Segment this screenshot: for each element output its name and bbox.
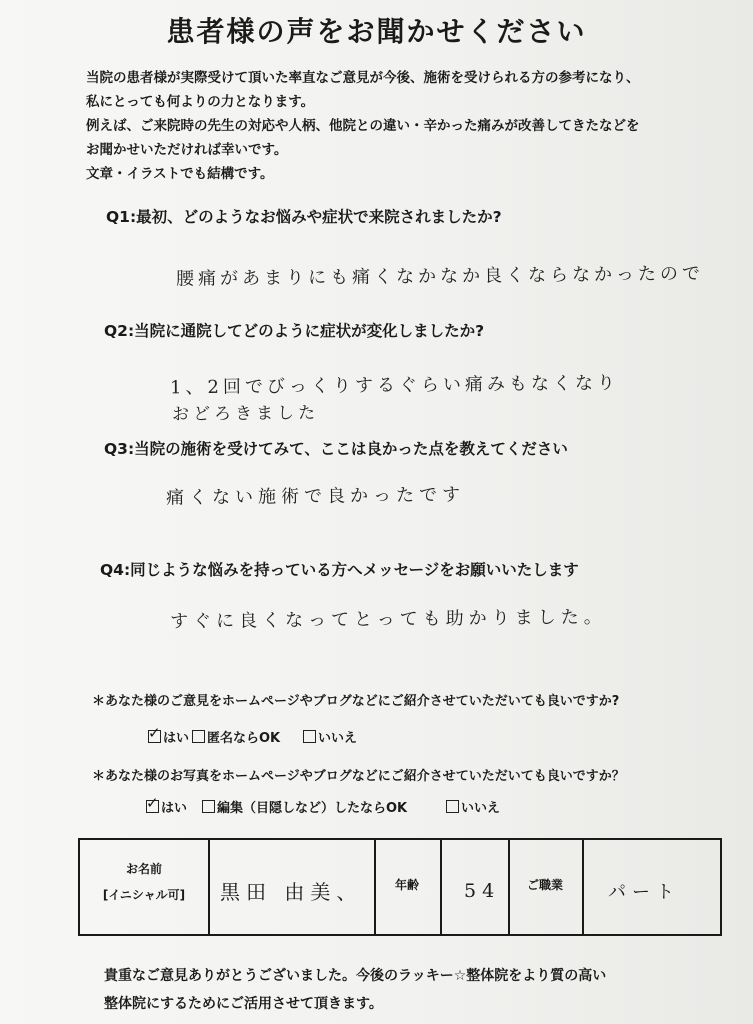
question-1: Q1:最初、どのようなお悩みや症状で来院されましたか? (106, 208, 502, 226)
intro-line: 例えば、ご来院時の先生の対応や人柄、他院との違い・辛かった痛みが改善してきたなどを (86, 118, 640, 134)
answer-2-line-2: おどろきました (171, 403, 320, 425)
intro-line: 私にとっても何よりの力となります。 (86, 94, 315, 110)
consent-2-option-no[interactable] (446, 797, 500, 816)
checkbox-icon[interactable] (303, 730, 316, 743)
checkbox-icon[interactable] (446, 800, 459, 813)
option-label: 匿名ならOK (207, 731, 281, 746)
table-divider (208, 840, 210, 934)
consent-question-1: ＊あなた様のご意見をホームページやブログなどにご紹介させていただいても良いですか? (92, 694, 620, 709)
answer-3: 痛くない施術で良かったです (165, 484, 466, 509)
respondent-info-table (78, 838, 722, 936)
consent-question-2: ＊あなた様のお写真をホームページやブログなどにご紹介させていただいても良いですか？ (92, 769, 625, 784)
question-2: Q2:当院に通院してどのように症状が変化しましたか? (104, 322, 485, 340)
option-label: はい (163, 731, 190, 746)
consent-1-option-yes[interactable] (148, 727, 189, 746)
occupation-value: パート (608, 882, 680, 903)
consent-2-option-edited[interactable] (202, 797, 407, 816)
consent-1-option-anonymous[interactable] (192, 727, 280, 746)
closing-message (104, 962, 724, 1018)
intro-line: 当院の患者様が実際受けて頂いた率直なご意見が今後、施術を受けられる方の参考になり、 (86, 70, 640, 86)
name-label: お名前 (125, 862, 162, 876)
option-label: いいえ (461, 801, 501, 816)
answer-4: すぐに良くなってとっても助かりました。 (169, 606, 607, 633)
option-label: 編集（目隠しなど）したならOK (217, 801, 408, 816)
name-value: 黒田 由美、 (220, 880, 363, 904)
age-label: 年齢 (394, 878, 419, 892)
checkbox-icon[interactable] (202, 800, 215, 813)
checkbox-checked-icon[interactable] (146, 800, 159, 813)
closing-line: 貴重なご意見ありがとうございました。今後のラッキー☆整体院をより質の高い (104, 968, 607, 984)
question-4: Q4:同じような悩みを持っている方へメッセージをお願いいたします (100, 561, 579, 579)
checkbox-checked-icon[interactable] (148, 730, 161, 743)
consent-1-option-no[interactable] (303, 727, 357, 746)
table-divider (582, 840, 584, 934)
consent-2-option-yes[interactable] (146, 797, 187, 816)
question-3: Q3:当院の施術を受けてみて、ここは良かった点を教えてください (104, 440, 568, 458)
name-label-initials: [イニシャル可] (102, 888, 186, 902)
checkbox-icon[interactable] (192, 730, 205, 743)
page-title: 患者様の声をお聞かせください (166, 15, 587, 48)
closing-line: 整体院にするためにご活用させて頂きます。 (104, 996, 383, 1012)
answer-1: 腰痛があまりにも痛くなかなか良くならなかったので (175, 263, 705, 290)
intro-line: お聞かせいただければ幸いです。 (86, 142, 288, 158)
table-divider (440, 840, 442, 934)
intro-text (86, 66, 736, 186)
option-label: いいえ (318, 731, 358, 746)
option-label: はい (161, 801, 188, 816)
occupation-label: ご職業 (526, 878, 563, 892)
intro-line: 文章・イラストでも結構です。 (86, 166, 274, 182)
answer-2-line-1: 1、2回でびっくりするぐらい痛みもなくなり (169, 372, 620, 399)
age-value: 54 (464, 880, 501, 902)
